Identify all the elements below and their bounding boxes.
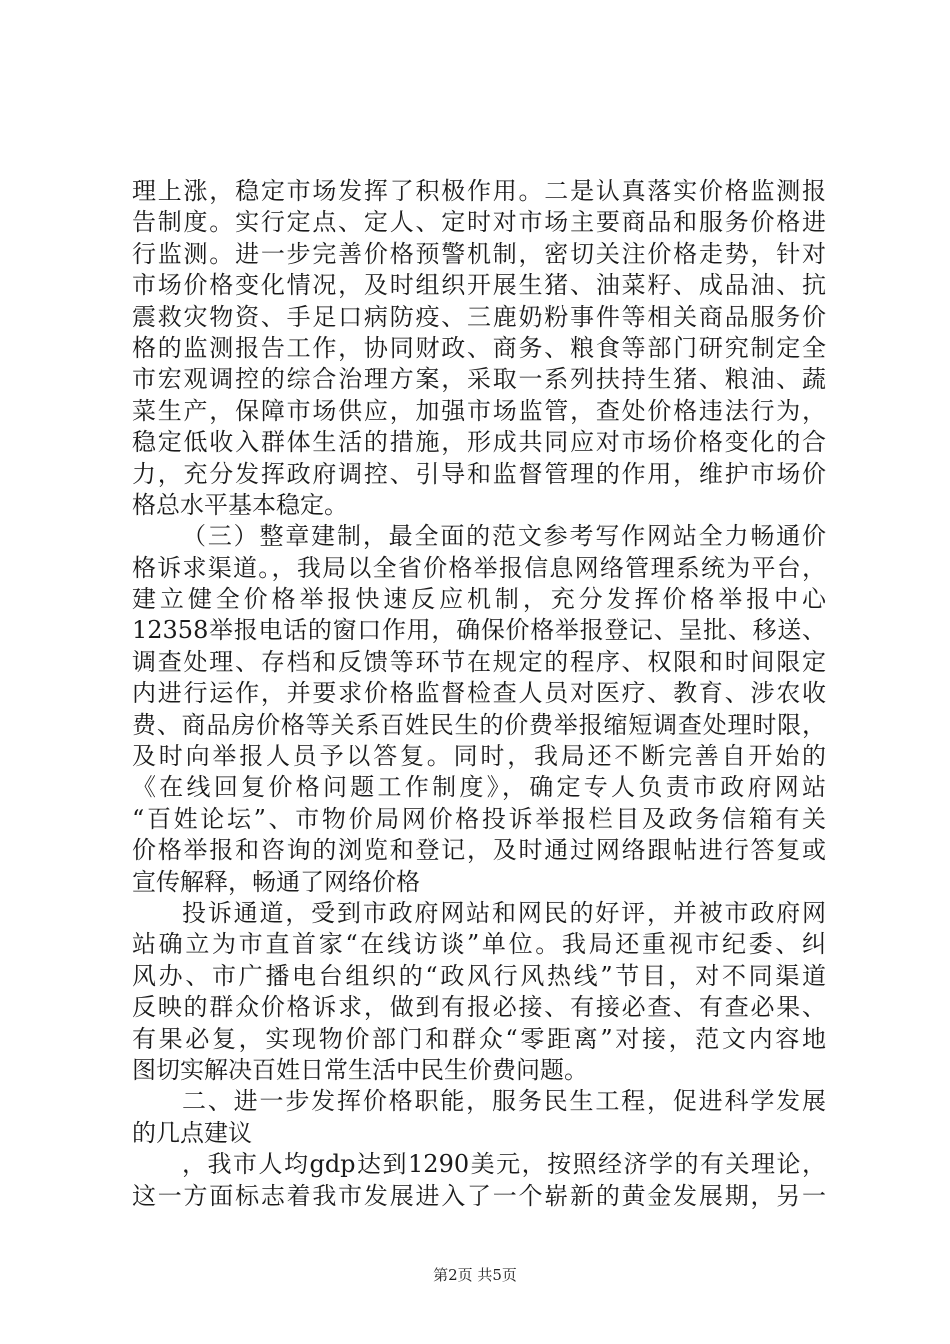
text-line: 12358举报电话的窗口作用，确保价格举报登记、呈批、移送、 <box>132 616 826 645</box>
text-line: 风办、市广播电台组织的“政风行风热线”节目，对不同渠道 <box>132 961 826 990</box>
paragraph-complaint-feedback <box>132 898 826 1086</box>
text-line: 告制度。实行定点、定人、定时对市场主要商品和服务价格进 <box>132 208 826 237</box>
text-line: 投诉通道，受到市政府网站和网民的好评，并被市政府网 <box>182 898 826 927</box>
text-line: 及时向举报人员予以答复。同时，我局还不断完善自开始的 <box>132 742 826 771</box>
text-line: 《在线回复价格问题工作制度》，确定专人负责市政府网站 <box>132 773 826 802</box>
text-line: 的几点建议 <box>132 1118 252 1147</box>
text-line: （三）整章建制，最全面的范文参考写作网站全力畅通价 <box>182 522 826 551</box>
text-line: 建立健全价格举报快速反应机制，充分发挥价格举报中心 <box>132 585 826 614</box>
text-line: 震救灾物资、手足口病防疫、三鹿奶粉事件等相关商品服务价 <box>132 302 826 331</box>
text-line: 行监测。进一步完善价格预警机制，密切关注价格走势，针对 <box>132 239 826 268</box>
text-line: 宣传解释，畅通了网络价格 <box>132 867 420 896</box>
text-line: 格的监测报告工作，协同财政、商务、粮食等部门研究制定全 <box>132 333 826 362</box>
text-line: 价格举报和咨询的浏览和登记，及时通过网络跟帖进行答复或 <box>132 836 826 865</box>
text-line: 内进行运作，并要求价格监督检查人员对医疗、教育、涉农收 <box>132 679 826 708</box>
text-line: 二、进一步发挥价格职能，服务民生工程，促进科学发展 <box>182 1087 826 1116</box>
text-line: 稳定低收入群体生活的措施，形成共同应对市场价格变化的合 <box>132 428 826 457</box>
paragraph-price-monitoring <box>132 176 826 521</box>
text-line: 力，充分发挥政府调控、引导和监督管理的作用，维护市场价 <box>132 459 826 488</box>
text-line: 市场价格变化情况，及时组织开展生猪、油菜籽、成品油、抗 <box>132 271 826 300</box>
paragraph-complaint-channels <box>132 521 826 898</box>
text-line: ，我市人均gdp达到1290美元，按照经济学的有关理论， <box>182 1150 826 1179</box>
text-line: 调查处理、存档和反馈等环节在规定的程序、权限和时间限定 <box>132 647 826 676</box>
text-line: 图切实解决百姓日常生活中民生价费问题。 <box>132 1055 588 1084</box>
document-body <box>132 176 826 1212</box>
text-line: “百姓论坛”、市物价局网价格投诉举报栏目及政务信箱有关 <box>132 804 826 833</box>
text-line: 格总水平基本稳定。 <box>132 490 348 519</box>
page-number-footer: 第2页 共5页 <box>433 1266 517 1284</box>
text-line: 费、商品房价格等关系百姓民生的价费举报缩短调查处理时限， <box>132 710 826 739</box>
text-line: 格诉求渠道。，我局以全省价格举报信息网络管理系统为平台， <box>132 553 826 582</box>
paragraph-gdp <box>132 1149 826 1212</box>
section-heading-suggestions <box>132 1086 826 1149</box>
text-line: 菜生产，保障市场供应，加强市场监管，查处价格违法行为， <box>132 396 826 425</box>
text-line: 有果必复，实现物价部门和群众“零距离”对接，范文内容地 <box>132 1024 826 1053</box>
text-line: 市宏观调控的综合治理方案，采取一系列扶持生猪、粮油、蔬 <box>132 365 826 394</box>
text-line: 这一方面标志着我市发展进入了一个崭新的黄金发展期，另一 <box>132 1181 826 1210</box>
text-line: 站确立为市直首家“在线访谈”单位。我局还重视市纪委、纠 <box>132 930 826 959</box>
text-line: 反映的群众价格诉求，做到有报必接、有接必查、有查必果、 <box>132 993 826 1022</box>
text-line: 理上涨，稳定市场发挥了积极作用。二是认真落实价格监测报 <box>132 177 826 205</box>
